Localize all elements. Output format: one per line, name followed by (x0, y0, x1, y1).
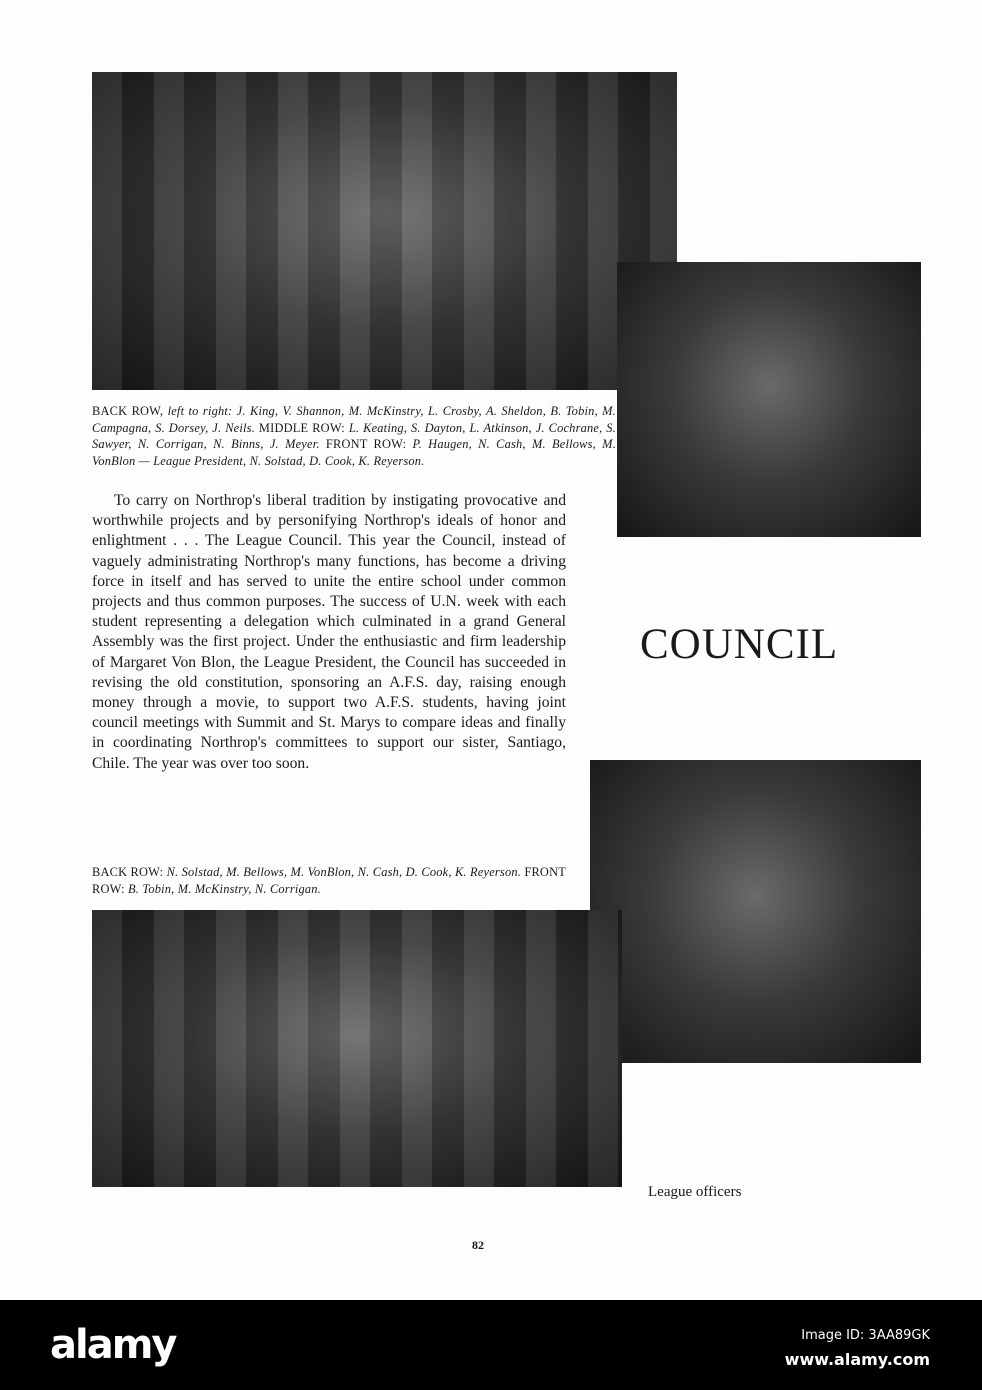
caption-label: MIDDLE ROW: (258, 420, 345, 435)
body-text: To carry on Northrop's liberal tradition by instigating provocative and worthwhile projects and by personifying Northrop's ideals of honor and enlightment . . . The League Council. This year the Council, instead of vaguely administrating Northrop's many functions, has become a driving force in itself and has served to unite the entire school under common projects and thus common purposes. The success of U.N. week with each student representing a delegation which culminated in a grand General Assembly was the first project. Under the enthusiastic and firm leadership of Margaret Von Blon, the League President, the Council has succeeded in revising the old constitution, sponsoring an A.F.S. day, raising enough money through a movie, to support two A.F.S. students, having joint council meetings with Summit and St. Marys to compare ideas and finally in coordinating Northrop's committees to support our sister, Santiago, Chile. The year was over too soon. (92, 492, 566, 772)
caption-names: B. Tobin, M. McKinstry, N. Corrigan. (128, 881, 321, 896)
officers-caption: League officers (648, 1184, 742, 1200)
photo-league-officers (92, 910, 622, 1187)
watermark-image-id: Image ID: 3AA89GK (801, 1328, 930, 1343)
caption-names: N. Solstad, M. Bellows, M. VonBlon, N. Cash, D. Cook, K. Reyerson. (166, 865, 522, 879)
caption-names: left to right: J. King, V. Shannon, M. McKinstry, L. Crosby, A. Sheldon, B. Tobin, M. Campagna, S. Dorsey, J. Neils. (92, 404, 616, 435)
page-title: COUNCIL (640, 621, 839, 668)
caption-label: BACK ROW, (92, 404, 164, 418)
watermark-site: www.alamy.com (784, 1350, 930, 1369)
caption-label: BACK ROW: (92, 865, 164, 879)
page-number: 82 (472, 1238, 484, 1252)
photo-classroom (590, 760, 921, 1063)
photo-council-meeting (617, 262, 921, 537)
watermark-logo: alamy (50, 1322, 176, 1368)
caption-names: P. Haugen, N. Cash, M. Bellows, M. VonBlon — League President, N. Solstad, D. Cook, K. Reyerson. (92, 437, 616, 468)
caption-label: FRONT ROW: (325, 437, 407, 452)
watermark-bar (0, 1300, 982, 1390)
group-photo-council (92, 72, 677, 390)
caption-group-photo (92, 403, 616, 469)
caption-names: L. Keating, S. Dayton, L. Atkinson, J. Cochrane, S. Sawyer, N. Corrigan, N. Binns, J. Meyer. (92, 420, 616, 452)
caption-officers-photo (92, 864, 566, 897)
caption-label: FRONT ROW: (92, 865, 566, 896)
